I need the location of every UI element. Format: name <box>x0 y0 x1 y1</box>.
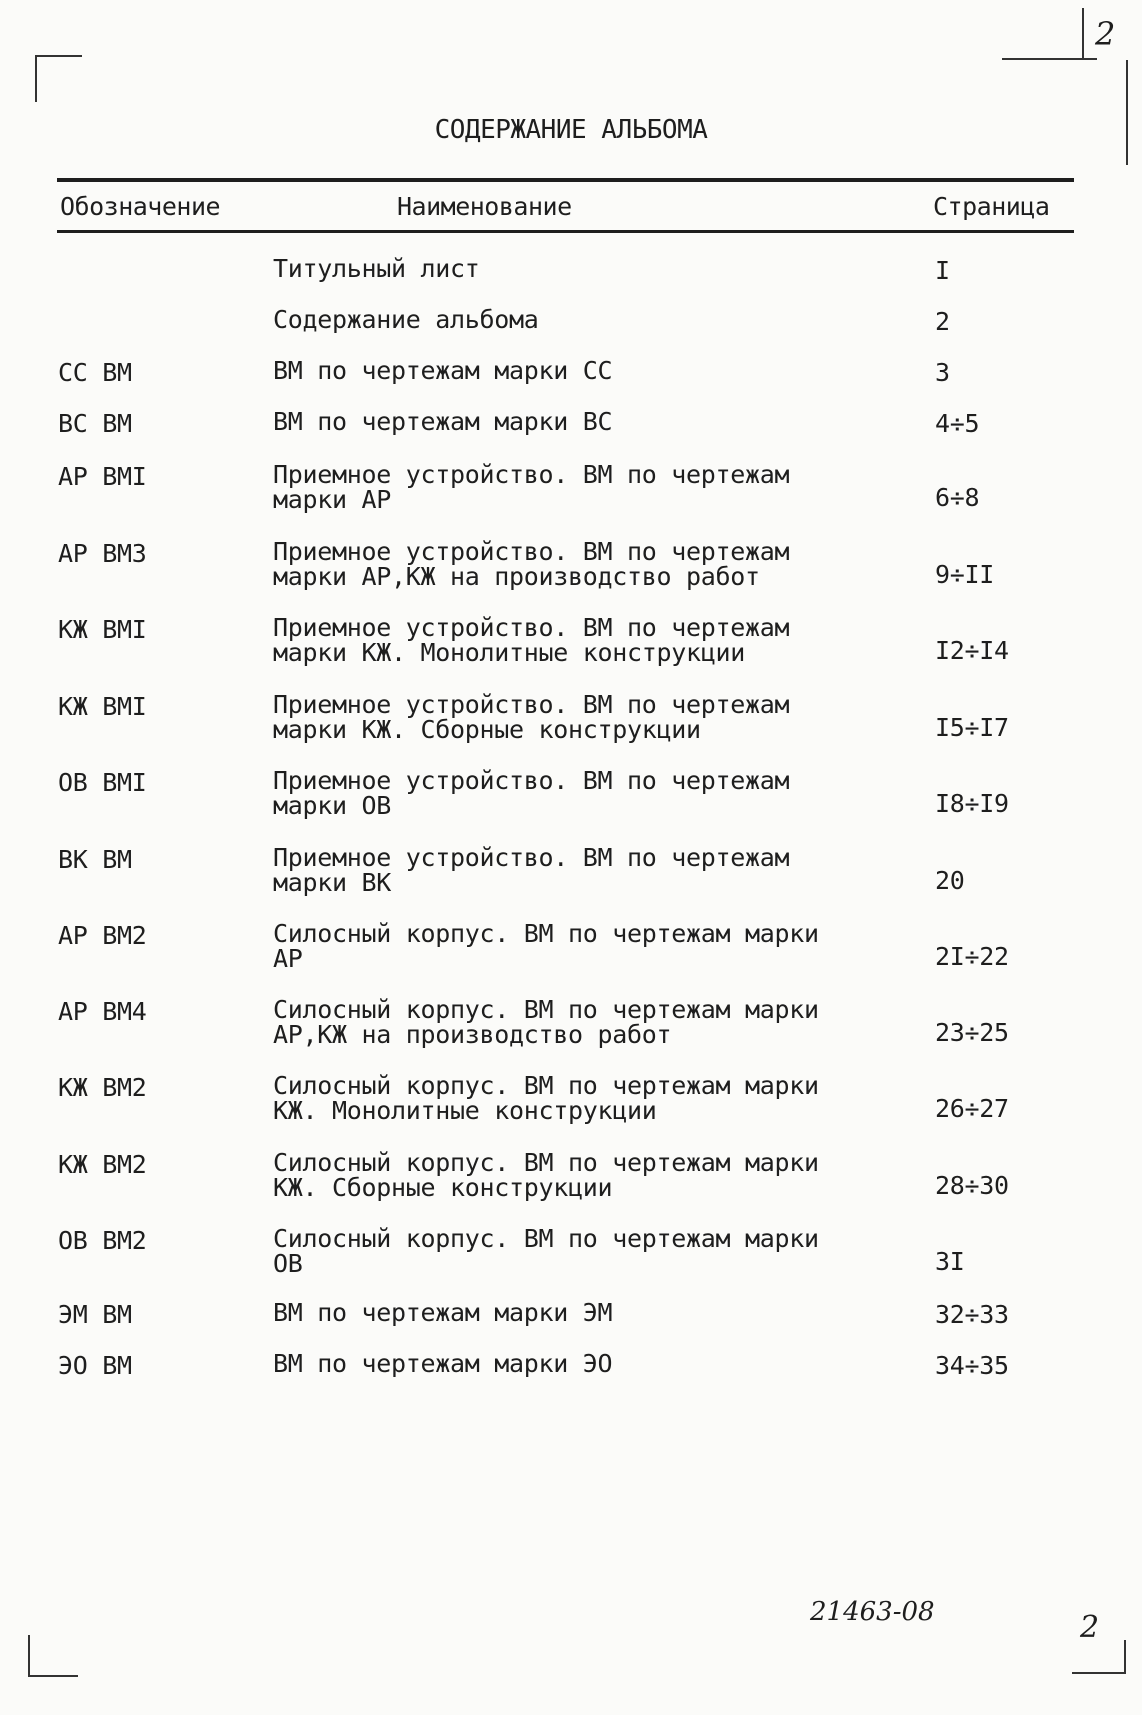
row-code: АР ВМ3 <box>58 539 147 568</box>
row-name: ВМ по чертежам марки ВС <box>273 407 613 436</box>
row-code: ВК ВМ <box>58 845 132 874</box>
row-name: Приемное устройство. ВМ по чертежам марки КЖ. Монолитные конструкции <box>273 613 790 667</box>
row-code: АР ВМ4 <box>58 997 147 1026</box>
header-bottom-rule <box>57 230 1074 233</box>
table-row <box>0 768 1142 818</box>
row-code: КЖ ВМ2 <box>58 1150 147 1179</box>
row-page: 23÷25 <box>935 1018 1009 1047</box>
row-name: Силосный корпус. ВМ по чертежам марки КЖ. Сборные конструкции <box>273 1148 819 1202</box>
row-page: 2I÷22 <box>935 942 1009 971</box>
row-page: 26÷27 <box>935 1094 1009 1123</box>
table-row <box>0 997 1142 1047</box>
row-page: 3I <box>935 1247 965 1276</box>
corner-mark-top-right <box>1002 58 1097 60</box>
row-name: Силосный корпус. ВМ по чертежам марки АР <box>273 919 819 973</box>
row-code: ВС ВМ <box>58 409 132 438</box>
table-row <box>0 1073 1142 1123</box>
row-name: Силосный корпус. ВМ по чертежам марки АР,КЖ на производство работ <box>273 995 819 1049</box>
table-row <box>0 1226 1142 1276</box>
row-name: Приемное устройство. ВМ по чертежам марки КЖ. Сборные конструкции <box>273 690 790 744</box>
row-code: СС ВМ <box>58 358 132 387</box>
row-code: АР ВМI <box>58 462 147 491</box>
frame-line-right <box>1082 8 1084 58</box>
page-number-top: 2 <box>1095 15 1116 53</box>
row-name: Силосный корпус. ВМ по чертежам марки КЖ. Монолитные конструкции <box>273 1071 819 1125</box>
row-name: Титульный лист <box>273 254 480 283</box>
row-page: 32÷33 <box>935 1300 1009 1329</box>
row-page: 4÷5 <box>935 409 980 438</box>
row-page: 28÷30 <box>935 1171 1009 1200</box>
table-row <box>0 539 1142 589</box>
table-row <box>0 615 1142 665</box>
row-code: КЖ ВМ2 <box>58 1073 147 1102</box>
header-name: Наименование <box>397 192 572 221</box>
row-name: Содержание альбома <box>273 305 539 334</box>
row-page: I5÷I7 <box>935 713 1009 742</box>
row-page: 6÷8 <box>935 483 980 512</box>
frame-line-right-lower <box>1126 60 1128 165</box>
page-title: СОДЕРЖАНИЕ АЛЬБОМА <box>434 115 708 145</box>
row-name: ВМ по чертежам марки ЭМ <box>273 1298 613 1327</box>
row-name: ВМ по чертежам марки ЭО <box>273 1349 613 1378</box>
table-top-rule <box>57 178 1074 182</box>
corner-mark-top-left <box>35 55 82 102</box>
header-page: Страница <box>933 192 1050 221</box>
row-code: ЭО ВМ <box>58 1351 132 1380</box>
document-code: 21463-08 <box>810 1597 935 1627</box>
row-page: 34÷35 <box>935 1351 1009 1380</box>
row-code: ОВ ВМ2 <box>58 1226 147 1255</box>
table-row <box>0 921 1142 971</box>
page-number-bottom: 2 <box>1080 1610 1100 1645</box>
row-code: ОВ ВМI <box>58 768 147 797</box>
table-row <box>0 692 1142 742</box>
row-page: 2 <box>935 307 950 336</box>
row-name: Приемное устройство. ВМ по чертежам марки ВК <box>273 843 790 897</box>
row-page: I <box>935 256 950 285</box>
row-code: АР ВМ2 <box>58 921 147 950</box>
row-page: 3 <box>935 358 950 387</box>
row-page: I8÷I9 <box>935 789 1009 818</box>
header-code: Обозначение <box>60 192 221 221</box>
row-page: 20 <box>935 866 965 895</box>
table-row <box>0 462 1142 512</box>
row-name: ВМ по чертежам марки СС <box>273 356 613 385</box>
table-row <box>0 1150 1142 1200</box>
row-code: ЭМ ВМ <box>58 1300 132 1329</box>
row-code: КЖ ВМI <box>58 692 147 721</box>
row-page: I2÷I4 <box>935 636 1009 665</box>
row-name: Силосный корпус. ВМ по чертежам марки ОВ <box>273 1224 819 1278</box>
row-page: 9÷II <box>935 560 995 589</box>
row-name: Приемное устройство. ВМ по чертежам марки АР,КЖ на производство работ <box>273 537 790 591</box>
corner-mark-bottom-right <box>1072 1640 1126 1674</box>
corner-mark-bottom-left <box>28 1635 78 1677</box>
table-row <box>0 845 1142 895</box>
row-code: КЖ ВМI <box>58 615 147 644</box>
row-name: Приемное устройство. ВМ по чертежам марки АР <box>273 460 790 514</box>
row-name: Приемное устройство. ВМ по чертежам марки ОВ <box>273 766 790 820</box>
